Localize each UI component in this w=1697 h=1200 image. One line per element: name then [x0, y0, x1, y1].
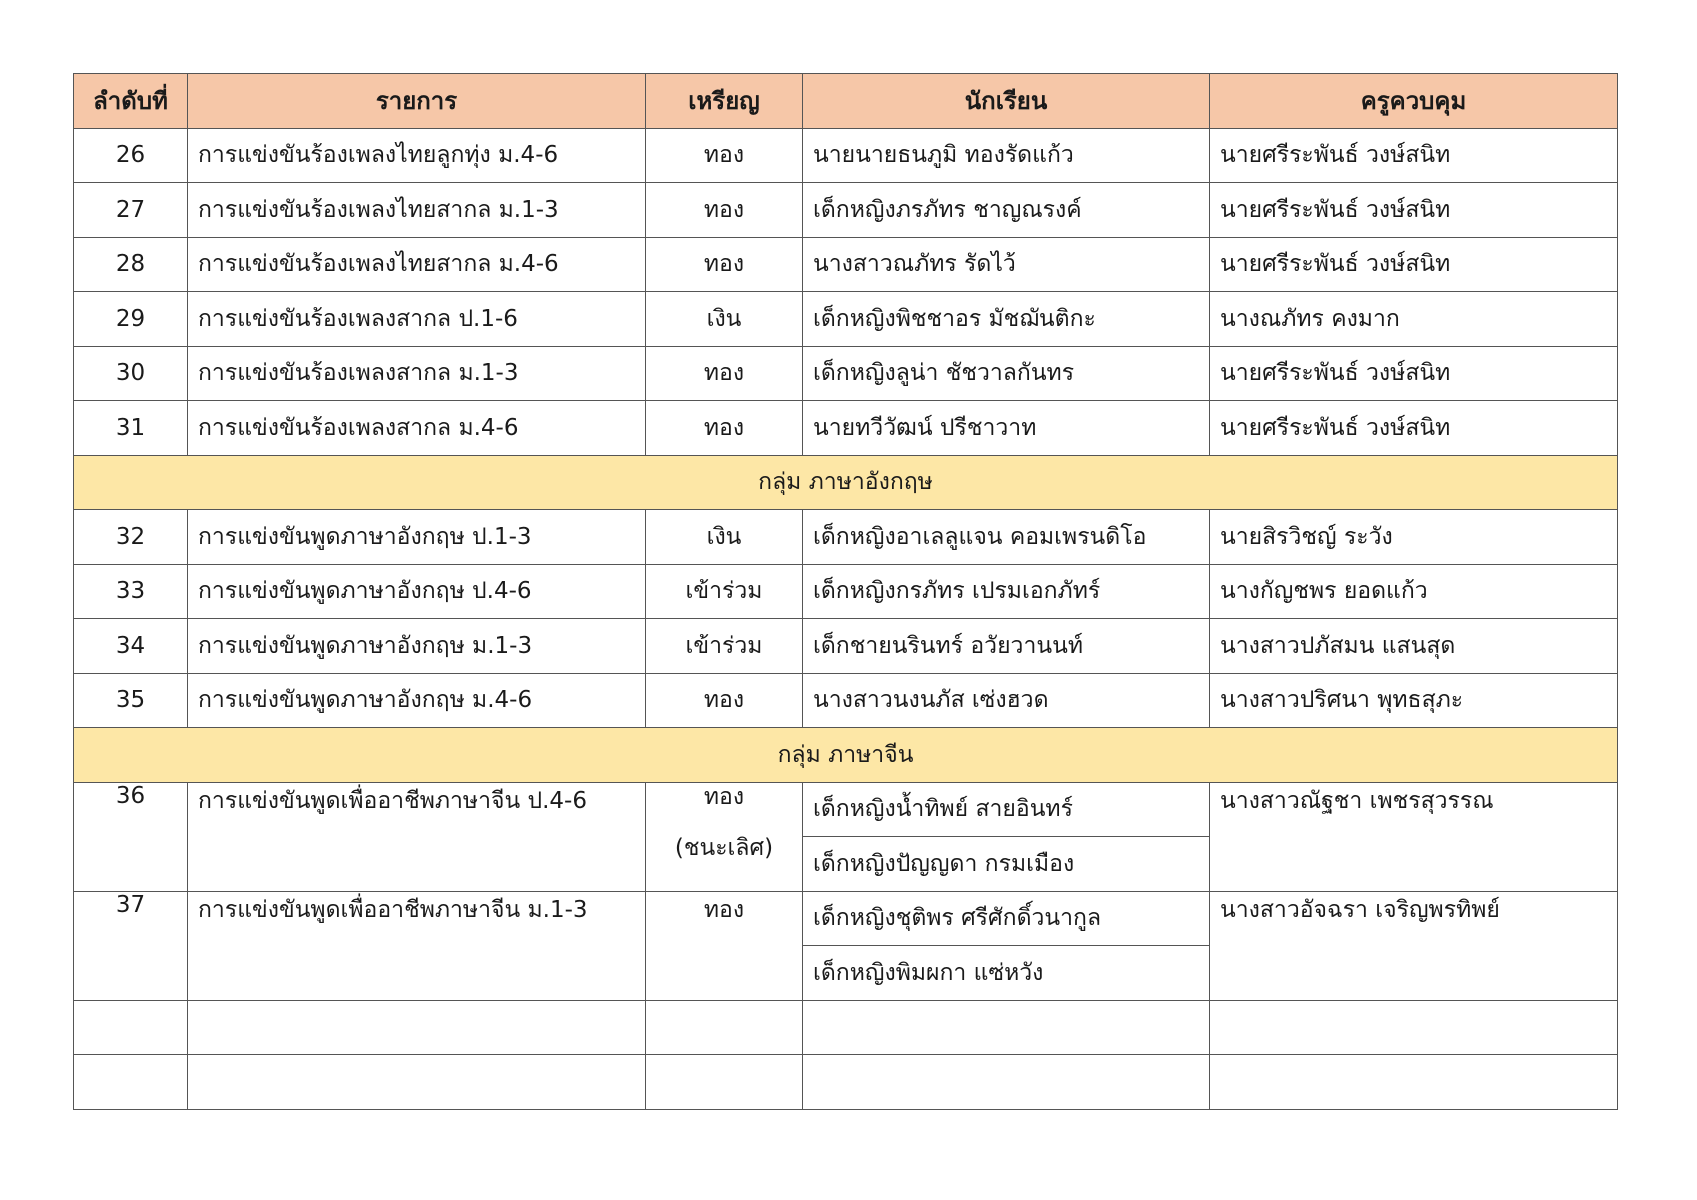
row-teacher: นางสาวณัฐชา เพชรสุวรรณ — [1210, 782, 1618, 891]
empty-cell — [646, 1000, 803, 1055]
table-row — [74, 183, 1618, 238]
row-no: 26 — [74, 128, 188, 183]
row-teacher: นายศรีระพันธ์ วงษ์สนิท — [1210, 183, 1618, 238]
row-event: การแข่งขันพูดเพื่ออาชีพภาษาจีน ม.1-3 — [188, 891, 646, 1000]
award-results-table — [73, 73, 1618, 1110]
row-student: เด็กหญิงชุติพร ศรีศักดิ์วนากูล — [803, 891, 1210, 946]
row-student: เด็กหญิงอาเลลูแจน คอมเพรนดิโอ — [803, 510, 1210, 565]
row-medal: ทอง — [646, 346, 803, 401]
row-no: 33 — [74, 564, 188, 619]
empty-cell — [74, 1055, 188, 1110]
group-title-english: กลุ่ม ภาษาอังกฤษ — [74, 455, 1618, 510]
table-row — [74, 891, 1618, 946]
row-medal: เข้าร่วม — [646, 619, 803, 674]
group-header-english — [74, 455, 1618, 510]
row-no: 31 — [74, 401, 188, 456]
row-teacher: นางสาวปริศนา พุทธสุภะ — [1210, 673, 1618, 728]
row-student: เด็กหญิงปัญญดา กรมเมือง — [803, 837, 1210, 892]
empty-cell — [188, 1000, 646, 1055]
row-teacher: นายศรีระพันธ์ วงษ์สนิท — [1210, 346, 1618, 401]
empty-cell — [1210, 1055, 1618, 1110]
row-student: เด็กหญิงพิชชาอร มัชฌันติกะ — [803, 292, 1210, 347]
row-student: เด็กชายนรินทร์ อวัยวานนท์ — [803, 619, 1210, 674]
row-no: 27 — [74, 183, 188, 238]
table-row — [74, 510, 1618, 565]
medal-label: ทอง — [703, 783, 745, 810]
table-row — [74, 128, 1618, 183]
empty-row — [74, 1000, 1618, 1055]
table-row — [74, 564, 1618, 619]
table-header-row — [74, 74, 1618, 129]
row-medal: เข้าร่วม — [646, 564, 803, 619]
row-no: 28 — [74, 237, 188, 292]
row-event: การแข่งขันร้องเพลงสากล ม.4-6 — [188, 401, 646, 456]
row-no: 35 — [74, 673, 188, 728]
empty-cell — [1210, 1000, 1618, 1055]
empty-cell — [803, 1000, 1210, 1055]
row-medal: ทอง — [646, 673, 803, 728]
table-row — [74, 401, 1618, 456]
row-student: นายนายธนภูมิ ทองรัดแก้ว — [803, 128, 1210, 183]
row-teacher: นางสาวปภัสมน แสนสุด — [1210, 619, 1618, 674]
table-row — [74, 237, 1618, 292]
row-student: นางสาวนงนภัส เซ่งฮวด — [803, 673, 1210, 728]
row-no: 36 — [74, 782, 188, 891]
medal-note: (ชนะเลิศ) — [674, 835, 774, 862]
row-student: เด็กหญิงน้ำทิพย์ สายอินทร์ — [803, 782, 1210, 837]
row-event: การแข่งขันพูดภาษาอังกฤษ ม.4-6 — [188, 673, 646, 728]
row-event: การแข่งขันพูดเพื่ออาชีพภาษาจีน ป.4-6 — [188, 782, 646, 891]
row-medal — [646, 782, 803, 891]
row-no: 37 — [74, 891, 188, 1000]
header-event: รายการ — [188, 74, 646, 129]
row-medal: ทอง — [646, 237, 803, 292]
empty-row — [74, 1055, 1618, 1110]
row-no: 29 — [74, 292, 188, 347]
row-no: 32 — [74, 510, 188, 565]
row-event: การแข่งขันร้องเพลงไทยลูกทุ่ง ม.4-6 — [188, 128, 646, 183]
row-medal: ทอง — [646, 183, 803, 238]
row-no: 34 — [74, 619, 188, 674]
row-student: เด็กหญิงภรภัทร ชาญณรงค์ — [803, 183, 1210, 238]
row-event: การแข่งขันพูดภาษาอังกฤษ ป.4-6 — [188, 564, 646, 619]
table-row — [74, 782, 1618, 837]
row-event: การแข่งขันพูดภาษาอังกฤษ ป.1-3 — [188, 510, 646, 565]
row-event: การแข่งขันร้องเพลงไทยสากล ม.1-3 — [188, 183, 646, 238]
empty-cell — [646, 1055, 803, 1110]
row-teacher: นางณภัทร คงมาก — [1210, 292, 1618, 347]
table-row — [74, 292, 1618, 347]
row-teacher: นายสิรวิชญ์ ระวัง — [1210, 510, 1618, 565]
group-header-chinese — [74, 728, 1618, 783]
row-teacher: นางกัญชพร ยอดแก้ว — [1210, 564, 1618, 619]
header-medal: เหรียญ — [646, 74, 803, 129]
row-medal: เงิน — [646, 292, 803, 347]
empty-cell — [74, 1000, 188, 1055]
row-medal: ทอง — [646, 128, 803, 183]
group-title-chinese: กลุ่ม ภาษาจีน — [74, 728, 1618, 783]
row-student: เด็กหญิงกรภัทร เปรมเอกภัทร์ — [803, 564, 1210, 619]
row-event: การแข่งขันร้องเพลงสากล ป.1-6 — [188, 292, 646, 347]
row-event: การแข่งขันพูดภาษาอังกฤษ ม.1-3 — [188, 619, 646, 674]
table-row — [74, 673, 1618, 728]
empty-cell — [188, 1055, 646, 1110]
header-student: นักเรียน — [803, 74, 1210, 129]
row-student: นายทวีวัฒน์ ปรีชาวาท — [803, 401, 1210, 456]
row-student: เด็กหญิงลูน่า ชัชวาลกันทร — [803, 346, 1210, 401]
header-no: ลำดับที่ — [74, 74, 188, 129]
row-no: 30 — [74, 346, 188, 401]
empty-cell — [803, 1055, 1210, 1110]
row-student: เด็กหญิงพิมผกา แซ่หวัง — [803, 946, 1210, 1001]
table-row — [74, 346, 1618, 401]
header-teacher: ครูควบคุม — [1210, 74, 1618, 129]
row-teacher: นายศรีระพันธ์ วงษ์สนิท — [1210, 237, 1618, 292]
row-teacher: นายศรีระพันธ์ วงษ์สนิท — [1210, 128, 1618, 183]
row-student: นางสาวณภัทร รัดไว้ — [803, 237, 1210, 292]
row-medal: ทอง — [646, 891, 803, 1000]
row-medal: ทอง — [646, 401, 803, 456]
row-medal: เงิน — [646, 510, 803, 565]
row-teacher: นายศรีระพันธ์ วงษ์สนิท — [1210, 401, 1618, 456]
row-event: การแข่งขันร้องเพลงสากล ม.1-3 — [188, 346, 646, 401]
row-event: การแข่งขันร้องเพลงไทยสากล ม.4-6 — [188, 237, 646, 292]
table-row — [74, 619, 1618, 674]
row-teacher: นางสาวอัจฉรา เจริญพรทิพย์ — [1210, 891, 1618, 1000]
